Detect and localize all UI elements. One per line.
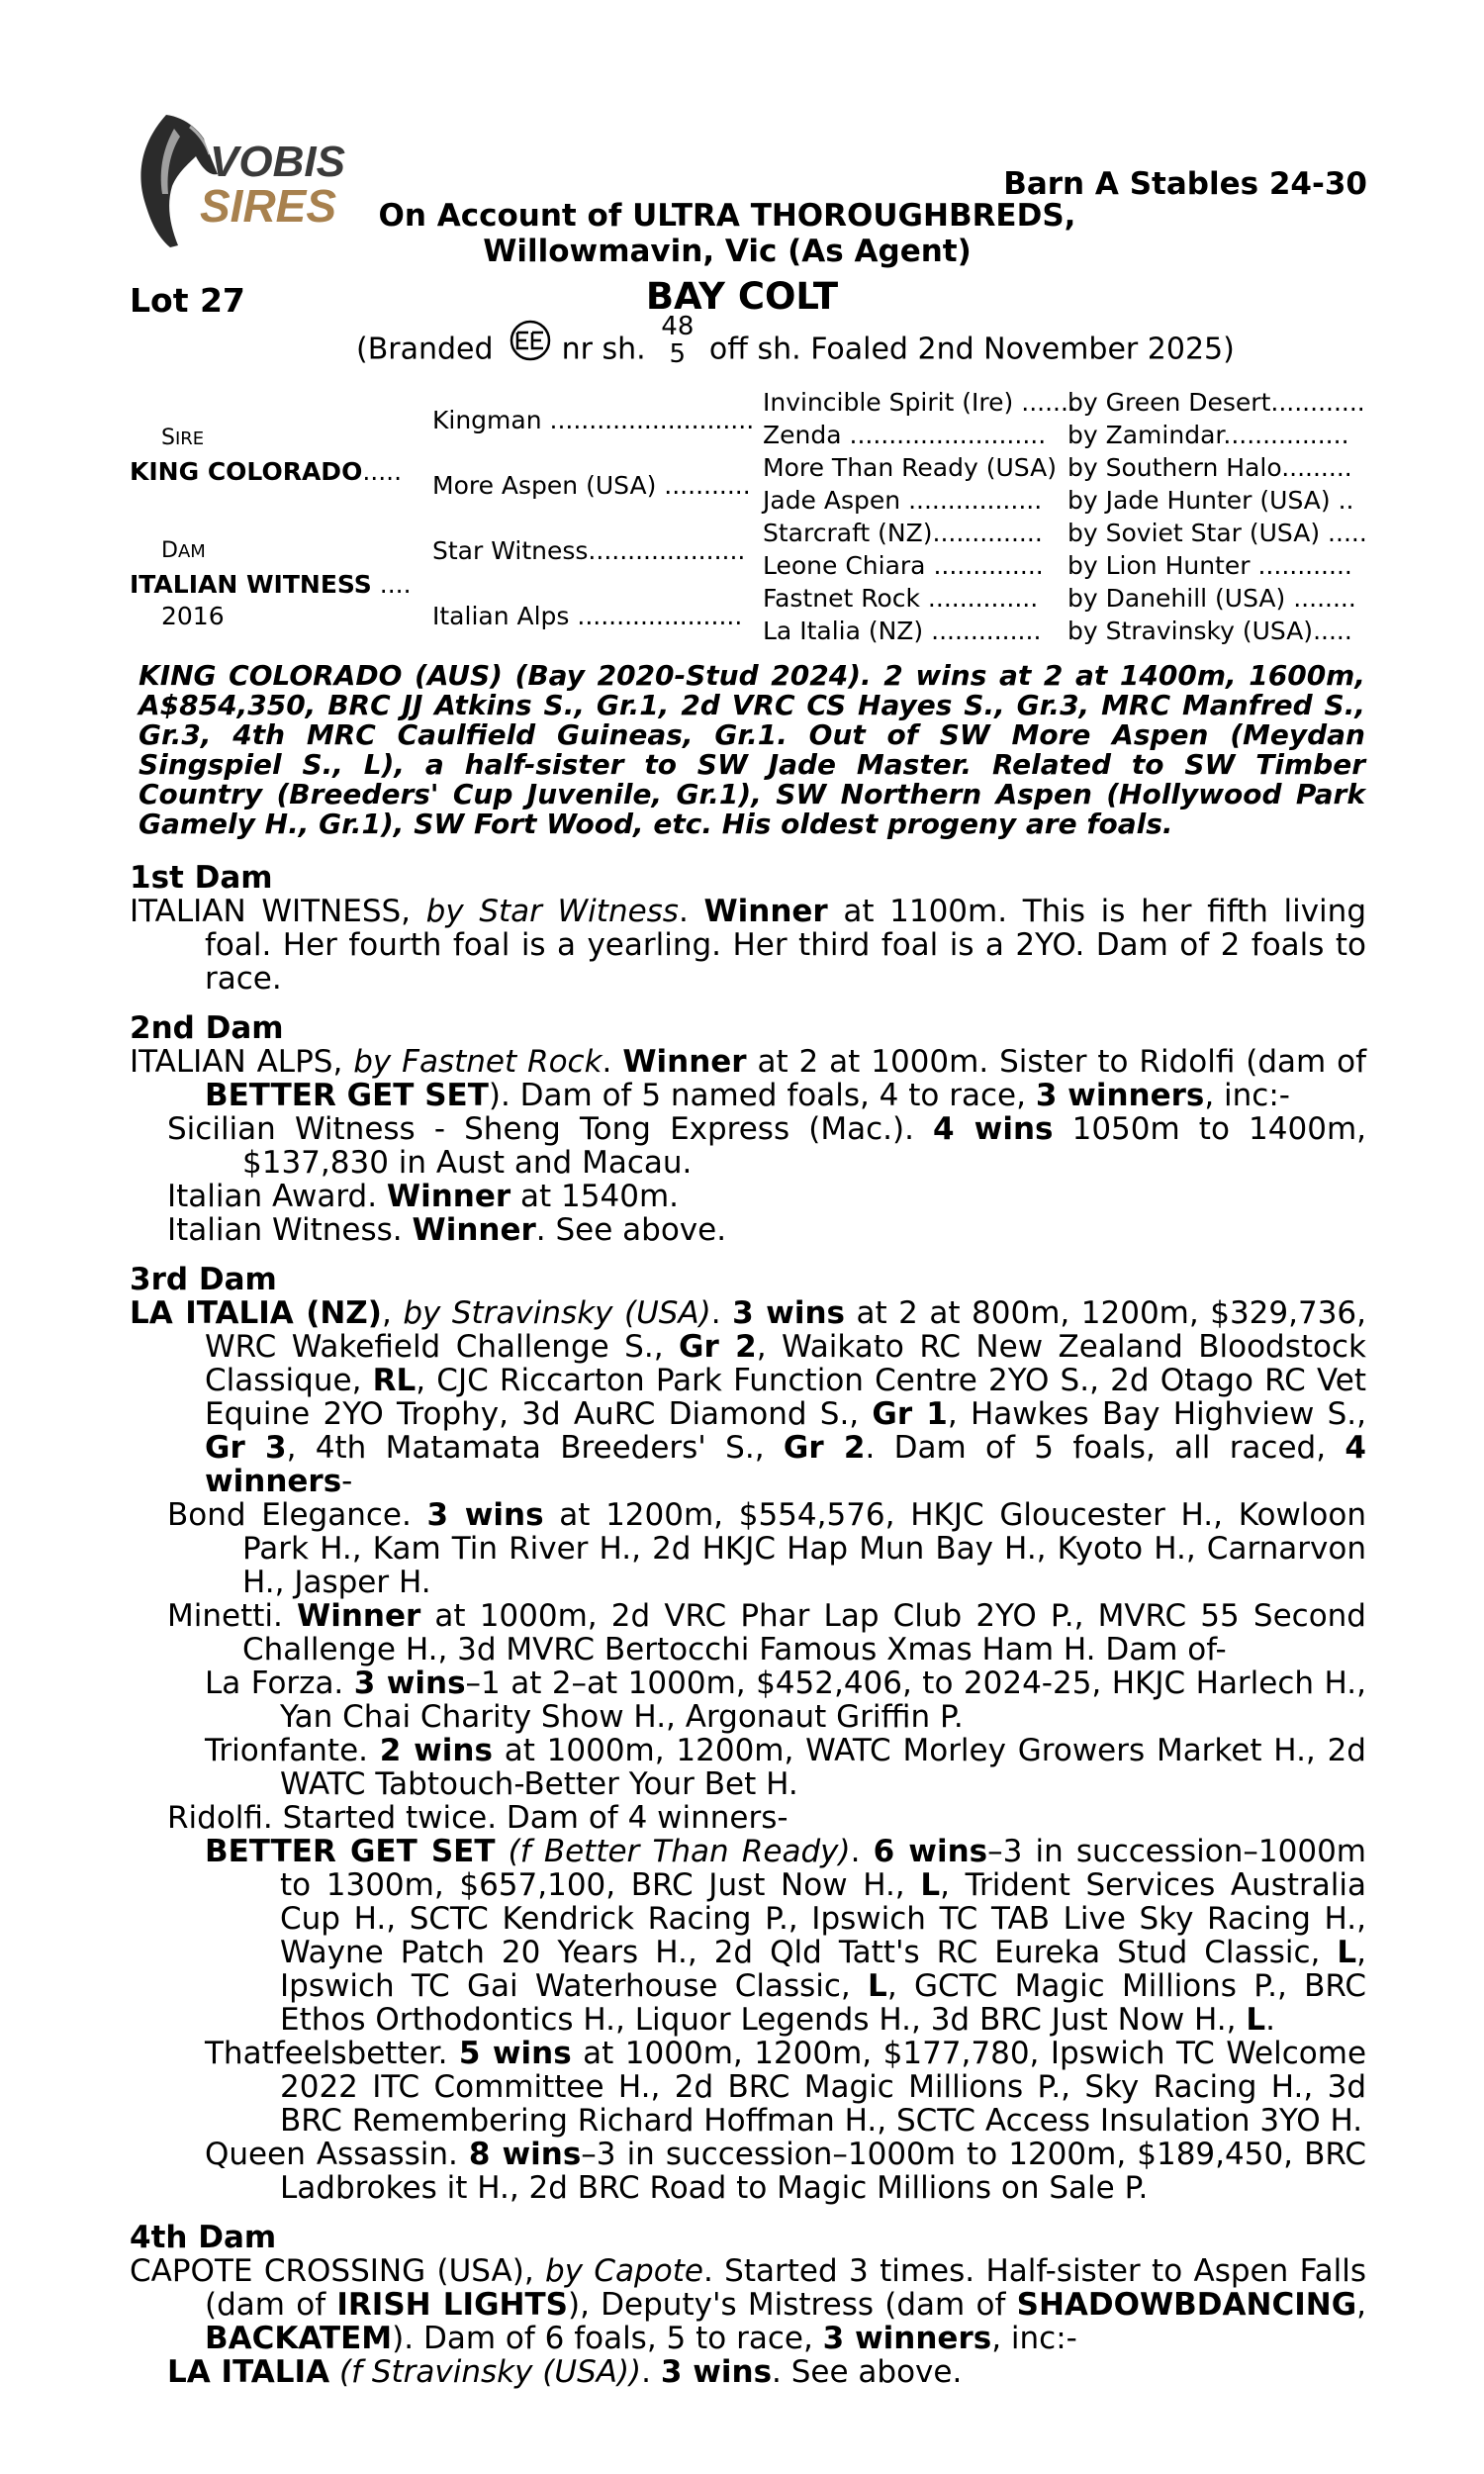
gen3-name: Jade Aspen ................. bbox=[763, 486, 1043, 515]
vendor-account bbox=[0, 198, 1484, 269]
section-heading: 2nd Dam bbox=[130, 1010, 284, 1046]
gen3-name: Starcraft (NZ).............. bbox=[763, 519, 1043, 547]
pedigree-entry: ITALIAN ALPS, by Fastnet Rock. Winner at 2 at 1000m. Sister to Ridolfi (dam of BETTER GET SET). Dam of 5 named foals, 4 to race, 3 winners, inc:- bbox=[130, 1044, 1366, 1113]
gen3-name: Leone Chiara .............. bbox=[763, 551, 1044, 580]
barn-location: Barn A Stables 24-30 bbox=[1003, 166, 1367, 202]
gen3-sire: by Jade Hunter (USA) .. bbox=[1067, 486, 1354, 515]
gen3-name: More Than Ready (USA) bbox=[763, 453, 1057, 482]
pedigree-entry: Trionfante. 2 wins at 1000m, 1200m, WATC Morley Growers Market H., 2d WATC Tabtouch-Better Your Bet H. bbox=[205, 1733, 1366, 1802]
vendor-line-1: On Account of ULTRA THOROUGHBREDS, bbox=[378, 198, 1076, 234]
dam-name: ITALIAN WITNESS .... bbox=[130, 570, 412, 599]
pedigree-entry: Thatfeelsbetter. 5 wins at 1000m, 1200m, $177,780, Ipswich TC Welcome 2022 ITC Committee H., 2d BRC Magic Millions P., Sky Racing H., 3d BRC Remembering Richard Hoffman H., SCTC Access Insulation 3YO H. bbox=[205, 2036, 1367, 2139]
section-heading: 1st Dam bbox=[130, 860, 273, 896]
dam-label: DAM bbox=[161, 538, 206, 563]
pedigree-entry: La Forza. 3 wins–1 at 2–at 1000m, $452,406, to 2024-25, HKJC Harlech H., Yan Chai Charity Show H., Argonaut Griffin P. bbox=[205, 1665, 1366, 1735]
branded-suffix: off sh. Foaled 2nd November 2025) bbox=[708, 332, 1235, 367]
gen3-sire: by Green Desert............ bbox=[1067, 388, 1365, 417]
pedigree-entry: Italian Award. Winner at 1540m. bbox=[167, 1179, 679, 1214]
granddam: More Aspen (USA) ........... bbox=[432, 471, 751, 500]
gen3-sire: by Southern Halo......... bbox=[1067, 453, 1352, 482]
dam-dam: Italian Alps ..................... bbox=[432, 602, 743, 630]
grandsire: Kingman .......................... bbox=[432, 406, 755, 434]
pedigree-entry: LA ITALIA (f Stravinsky (USA)). 3 wins. See above. bbox=[167, 2354, 963, 2390]
sire-description: KING COLORADO (AUS) (Bay 2020-Stud 2024). 2 wins at 2 at 1400m, 1600m, A$854,350, BRC JJ Atkins S., Gr.1, 2d VRC CS Hayes S., Gr.3, MRC Manfred S., Gr.3, 4th MRC Caulfield Guineas, Gr.1. Out of SW More Aspen (Meydan Singspiel S., L), a half-sister to SW Jade Master. Related to SW Timber Country (Breeders' Cup Juvenile, Gr.1), SW Northern Aspen (Hollywood Park Gamely H., Gr.1), SW Fort Wood, etc. His oldest progeny are foals. bbox=[139, 659, 1365, 840]
pedigree-entry: Italian Witness. Winner. See above. bbox=[167, 1212, 727, 1248]
sire-name: KING COLORADO..... bbox=[130, 457, 403, 486]
pedigree-entry: Minetti. Winner at 1000m, 2d VRC Phar Lap Club 2YO P., MVRC 55 Second Challenge H., 3d MVRC Bertocchi Famous Xmas Ham H. Dam of- bbox=[167, 1598, 1366, 1667]
gen3-sire: by Danehill (USA) ........ bbox=[1067, 584, 1356, 613]
pedigree-entry: ITALIAN WITNESS, by Star Witness. Winner at 1100m. This is her fifth living foal. Her fourth foal is a yearling. Her third foal is a 2YO. Dam of 2 foals to race. bbox=[130, 894, 1366, 997]
gen3-sire: by Stravinsky (USA)..... bbox=[1067, 617, 1352, 645]
gen3-sire: by Lion Hunter ............ bbox=[1067, 551, 1352, 580]
branded-near-shoulder: nr sh. bbox=[561, 332, 646, 367]
lot-title: BAY COLT bbox=[645, 275, 839, 318]
brand-number bbox=[661, 313, 694, 368]
brand-number-bottom: 5 bbox=[669, 339, 687, 369]
section-heading: 3rd Dam bbox=[130, 1262, 277, 1297]
sire-label: SIRE bbox=[161, 426, 205, 450]
brand-details bbox=[356, 312, 1235, 378]
section-heading: 4th Dam bbox=[130, 2220, 277, 2255]
pedigree-entry: Bond Elegance. 3 wins at 1200m, $554,576, HKJC Gloucester H., Kowloon Park H., Kam Tin River H., 2d HKJC Hap Mun Bay H., Kyoto H., Carnarvon H., Jasper H. bbox=[167, 1497, 1366, 1600]
dam-sire: Star Witness.................... bbox=[432, 536, 746, 565]
pedigree-entry: LA ITALIA (NZ), by Stravinsky (USA). 3 wins at 2 at 800m, 1200m, $329,736, WRC Wakefield Challenge S., Gr 2, Waikato RC New Zealand Bloodstock Classique, RL, CJC Riccarton Park Function Centre 2YO S., 2d Otago RC Vet Equine 2YO Trophy, 3d AuRC Diamond S., Gr 1, Hawkes Bay Highview S., Gr 3, 4th Matamata Breeders' S., Gr 2. Dam of 5 foals, all raced, 4 winners- bbox=[130, 1295, 1366, 1499]
pedigree-entry: Sicilian Witness - Sheng Tong Express (Mac.). 4 wins 1050m to 1400m, $137,830 in Aust and Macau. bbox=[167, 1111, 1366, 1181]
brand-number-top: 48 bbox=[661, 312, 695, 341]
pedigree-entry: Queen Assassin. 8 wins–3 in succession–1000m to 1200m, $189,450, BRC Ladbrokes it H., 2d BRC Road to Magic Millions on Sale P. bbox=[205, 2137, 1367, 2206]
dam-year: 2016 bbox=[161, 602, 225, 630]
branded-prefix: (Branded bbox=[356, 332, 494, 367]
gen3-name: Zenda ......................... bbox=[763, 421, 1047, 449]
gen3-name: Fastnet Rock .............. bbox=[763, 584, 1039, 613]
lot-number: Lot 27 bbox=[130, 281, 245, 320]
svg-text:SIRES: SIRES bbox=[200, 180, 337, 232]
gen3-sire: by Zamindar................ bbox=[1067, 421, 1349, 449]
pedigree-table bbox=[130, 388, 1376, 653]
brand-ee-icon bbox=[509, 319, 552, 362]
pedigree-entry: Ridolfi. Started twice. Dam of 4 winners- bbox=[167, 1800, 788, 1836]
svg-text:VOBIS: VOBIS bbox=[210, 138, 345, 186]
gen3-name: La Italia (NZ) .............. bbox=[763, 617, 1042, 645]
vendor-line-2: Willowmavin, Vic (As Agent) bbox=[483, 234, 972, 269]
pedigree-entry: CAPOTE CROSSING (USA), by Capote. Started 3 times. Half-sister to Aspen Falls (dam of IRISH LIGHTS), Deputy's Mistress (dam of SHADOWBDANCING, BACKATEM). Dam of 6 foals, 5 to race, 3 winners, inc:- bbox=[130, 2253, 1367, 2356]
pedigree-entry: BETTER GET SET (f Better Than Ready). 6 wins–3 in succession–1000m to 1300m, $657,100, BRC Just Now H., L, Trident Services Australia Cup H., SCTC Kendrick Racing P., Ipswich TC TAB Live Sky Racing H., Wayne Patch 20 Years H., 2d Qld Tatt's RC Eureka Stud Classic, L, Ipswich TC Gai Waterhouse Classic, L, GCTC Magic Millions P., BRC Ethos Orthodontics H., Liquor Legends H., 3d BRC Just Now H., L. bbox=[205, 1834, 1366, 2038]
gen3-name: Invincible Spirit (Ire) ....... bbox=[763, 388, 1076, 417]
gen3-sire: by Soviet Star (USA) ..... bbox=[1067, 519, 1367, 547]
dam-lines bbox=[130, 861, 1366, 2389]
